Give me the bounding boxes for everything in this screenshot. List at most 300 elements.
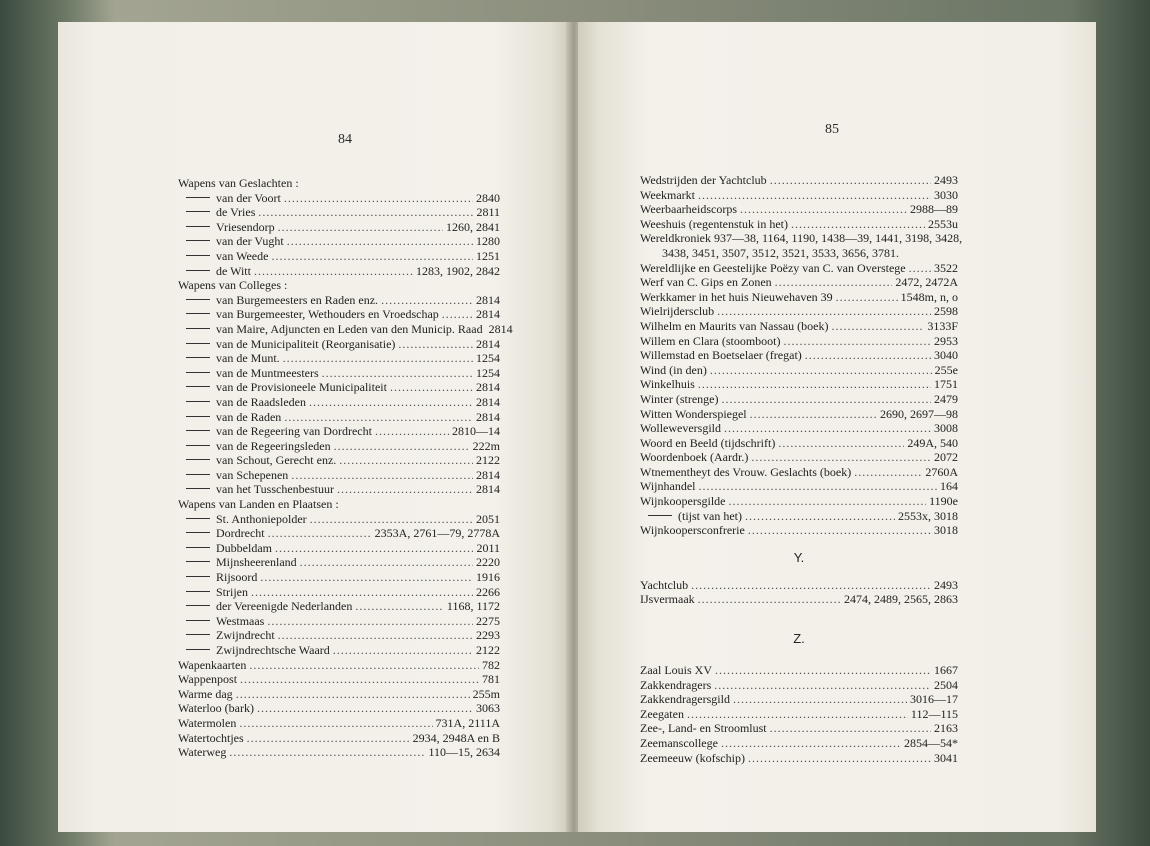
index-entry bbox=[640, 494, 958, 509]
index-subentry bbox=[178, 570, 500, 585]
leader-dots bbox=[750, 407, 877, 422]
index-entry bbox=[178, 658, 500, 673]
index-subentry bbox=[178, 220, 500, 235]
index-entry-label: Woordenboek (Aardr.) bbox=[640, 450, 749, 465]
index-entry-label: Weerbaarheidscorps bbox=[640, 202, 737, 217]
index-entry-label: Mijnsheerenland bbox=[216, 555, 297, 570]
index-entry-reference: 2690, 2697—98 bbox=[880, 406, 958, 421]
index-subentry bbox=[178, 424, 500, 439]
index-entry bbox=[640, 377, 958, 392]
index-entry-reference: 2474, 2489, 2565, 2863 bbox=[844, 592, 958, 607]
index-entry-reference: 2814 bbox=[476, 380, 500, 395]
index-entry bbox=[640, 217, 958, 232]
index-entry-label: Wilhelm en Maurits van Nassau (boek) bbox=[640, 318, 829, 333]
index-entry bbox=[640, 261, 958, 276]
index-entry bbox=[178, 716, 500, 731]
leader-dots bbox=[229, 745, 425, 760]
index-entry-label: van de Raden bbox=[216, 409, 282, 424]
index-entry-reference: 3041 bbox=[934, 750, 958, 765]
leader-dots bbox=[236, 687, 470, 702]
index-subentry bbox=[178, 599, 500, 614]
leader-dots bbox=[733, 692, 907, 707]
leader-dots bbox=[770, 721, 931, 736]
index-entry-reference: 2840 bbox=[476, 190, 500, 205]
index-entry-reference: 2760A bbox=[925, 464, 958, 479]
leader-dots bbox=[740, 202, 907, 217]
right-index-column bbox=[640, 173, 963, 765]
index-subentry bbox=[178, 191, 500, 206]
index-subentry bbox=[178, 249, 500, 264]
index-entry-label: van de Munt. bbox=[216, 351, 280, 366]
leader-dots bbox=[278, 628, 473, 643]
leader-dots bbox=[283, 351, 473, 366]
index-entry-reference: 1254 bbox=[476, 351, 500, 366]
ditto-dash bbox=[186, 649, 210, 650]
ditto-dash bbox=[186, 226, 210, 227]
index-subentry bbox=[178, 205, 500, 220]
index-entry bbox=[640, 736, 958, 751]
index-entry-reference: 2122 bbox=[476, 643, 500, 657]
ditto-dash bbox=[186, 576, 210, 577]
index-subentry bbox=[178, 264, 500, 279]
index-subentry bbox=[178, 643, 500, 658]
ditto-dash bbox=[186, 416, 210, 417]
index-entry-reference: 2353A, 2761—79, 2778A bbox=[374, 526, 500, 541]
leader-dots bbox=[854, 465, 922, 480]
index-subentry bbox=[178, 585, 500, 600]
index-entry-label: IJsvermaak bbox=[640, 592, 695, 607]
leader-dots bbox=[310, 512, 473, 527]
index-entry-label: Strijen bbox=[216, 584, 248, 599]
index-subentry bbox=[178, 628, 500, 643]
index-subentry bbox=[178, 555, 500, 570]
index-entry-reference: 112—115 bbox=[910, 706, 958, 721]
index-entry-label: Zeemeeuw (kofschip) bbox=[640, 750, 745, 765]
index-subentry bbox=[178, 321, 513, 337]
ditto-dash bbox=[186, 430, 210, 431]
index-entry-reference: 2810—14 bbox=[452, 424, 500, 439]
index-entry-reference: 1548m, n, o bbox=[900, 289, 958, 304]
leader-dots bbox=[398, 337, 473, 352]
leader-dots bbox=[355, 599, 444, 614]
ditto-dash bbox=[186, 620, 210, 621]
leader-dots bbox=[770, 173, 931, 188]
index-entry-reference: 2934, 2948A en B bbox=[412, 730, 500, 745]
index-entry-reference: 2266 bbox=[476, 584, 500, 599]
index-entry-reference: 222m bbox=[472, 438, 500, 453]
leader-dots bbox=[710, 363, 932, 378]
index-entry bbox=[178, 701, 500, 716]
index-entry-label: van Schout, Gerecht enz. bbox=[216, 453, 337, 468]
leader-dots bbox=[287, 234, 473, 249]
index-entry-reference: 2988—89 bbox=[910, 202, 958, 217]
leader-dots bbox=[729, 494, 927, 509]
index-entry-reference: 3063 bbox=[476, 701, 500, 716]
index-entry-continuation: 3438, 3451, 3507, 3512, 3521, 3533, 3656, 3781. bbox=[662, 245, 899, 260]
leader-dots bbox=[791, 217, 925, 232]
index-entry bbox=[640, 363, 958, 378]
index-entry bbox=[640, 275, 958, 290]
index-entry-label: van de Muntmeesters bbox=[216, 365, 319, 380]
index-entry bbox=[640, 523, 958, 538]
index-entry-reference: 1168, 1172 bbox=[446, 599, 500, 614]
leader-dots bbox=[254, 264, 413, 279]
index-entry-label: van Maire, Adjuncten en Leden van den Municip. Raad bbox=[216, 321, 483, 336]
ditto-dash bbox=[186, 518, 210, 519]
left-index-column bbox=[178, 176, 513, 760]
index-entry-reference: 1251 bbox=[476, 248, 500, 263]
index-entry-reference: 3040 bbox=[934, 348, 958, 363]
index-entry bbox=[640, 592, 958, 607]
leader-dots bbox=[831, 319, 924, 334]
index-entry-reference: 3522 bbox=[934, 260, 958, 275]
leader-dots bbox=[715, 663, 931, 678]
leader-dots bbox=[249, 658, 479, 673]
index-entry-label: van Schepenen bbox=[216, 467, 289, 482]
leader-dots bbox=[291, 468, 473, 483]
index-entry-reference: 1916 bbox=[476, 570, 500, 585]
index-entry bbox=[640, 707, 958, 722]
ditto-dash bbox=[186, 328, 210, 329]
index-entry-reference: 2814 bbox=[488, 321, 513, 336]
leader-dots bbox=[240, 672, 479, 687]
leader-dots bbox=[691, 578, 931, 593]
ditto-dash bbox=[186, 488, 210, 489]
index-entry-label: Willem en Clara (stoomboot) bbox=[640, 333, 781, 348]
leader-dots bbox=[687, 707, 908, 722]
index-entry-label: Dubbeldam bbox=[216, 540, 272, 555]
index-entry-label: van de Municipaliteit (Reorganisatie) bbox=[216, 336, 396, 351]
index-entry bbox=[640, 334, 958, 349]
ditto-dash bbox=[186, 474, 210, 475]
index-entry bbox=[640, 479, 958, 494]
index-entry-label: Westmaas bbox=[216, 613, 265, 628]
index-entry-label: Dordrecht bbox=[216, 526, 265, 541]
index-subentry bbox=[178, 395, 500, 410]
index-entry-label: Werf van C. Gips en Zonen bbox=[640, 275, 772, 290]
leader-dots bbox=[721, 736, 901, 751]
leader-dots bbox=[258, 205, 473, 220]
index-entry bbox=[178, 672, 500, 687]
index-entry-reference: 249A, 540 bbox=[907, 435, 958, 450]
index-entry bbox=[640, 392, 958, 407]
index-entry-reference: 2220 bbox=[476, 555, 500, 570]
index-entry-reference: 2814 bbox=[476, 394, 500, 409]
index-entry-label: van het Tusschenbestuur bbox=[216, 482, 334, 497]
index-subentry bbox=[178, 482, 500, 497]
section-y bbox=[640, 578, 958, 607]
index-entry-label: Wereldkroniek 937—38, 1164, 1190, 1438—39, 1441, 3198, 3428, bbox=[640, 231, 963, 246]
leader-dots bbox=[260, 570, 473, 585]
ditto-dash bbox=[186, 299, 210, 300]
index-entry-label: Zwijndrechtsche Waard bbox=[216, 643, 330, 657]
index-subentry bbox=[640, 509, 958, 524]
index-entry bbox=[640, 421, 958, 436]
index-entry-label: van de Regeeringsleden bbox=[216, 438, 331, 453]
index-entry-label: der Vereenigde Nederlanden bbox=[216, 599, 353, 614]
index-entry-label: Zee-, Land- en Stroomlust bbox=[640, 721, 767, 736]
index-entry-label: van Weede bbox=[216, 248, 269, 263]
index-entry-reference: 164 bbox=[940, 479, 958, 494]
index-entry bbox=[640, 348, 958, 363]
index-entry bbox=[640, 188, 958, 203]
index-entry-reference: 3016—17 bbox=[910, 692, 958, 707]
index-entry-label: Zeegaten bbox=[640, 706, 684, 721]
index-subentry bbox=[178, 293, 500, 308]
leader-dots bbox=[836, 290, 898, 305]
index-entry bbox=[640, 692, 958, 707]
index-subentry bbox=[178, 380, 500, 395]
ditto-dash bbox=[186, 270, 210, 271]
leader-dots bbox=[267, 614, 473, 629]
index-subentry bbox=[178, 468, 500, 483]
ditto-dash bbox=[186, 561, 210, 562]
leader-dots bbox=[748, 751, 931, 766]
index-entry-label: Waterweg bbox=[178, 745, 227, 760]
index-entry bbox=[640, 450, 958, 465]
section-w bbox=[640, 173, 963, 538]
index-entry-label: Woord en Beeld (tijdschrift) bbox=[640, 435, 776, 450]
index-subentry bbox=[178, 234, 500, 249]
index-entry-reference: 110—15, 2634 bbox=[428, 745, 500, 760]
index-entry-label: van de Provisioneele Municipaliteit bbox=[216, 380, 387, 395]
ditto-dash bbox=[186, 240, 210, 241]
index-entry-label: van der Voort bbox=[216, 190, 281, 205]
index-entry bbox=[640, 407, 958, 422]
index-entry-reference: 2953 bbox=[934, 333, 958, 348]
index-entry-reference: 255m bbox=[472, 686, 500, 701]
index-entry-label: Weeshuis (regentenstuk in het) bbox=[640, 216, 788, 231]
index-entry-reference: 2472, 2472A bbox=[895, 275, 958, 290]
ditto-dash bbox=[186, 211, 210, 212]
ditto-dash bbox=[186, 591, 210, 592]
leader-dots bbox=[375, 424, 449, 439]
index-entry-label: van Burgemeesters en Raden enz. bbox=[216, 292, 379, 307]
index-entry-reference: 2479 bbox=[934, 391, 958, 406]
leader-dots bbox=[284, 191, 473, 206]
leader-dots bbox=[251, 585, 473, 600]
index-entry-reference: 2493 bbox=[934, 173, 958, 187]
index-subentry bbox=[178, 351, 500, 366]
index-subentry bbox=[178, 439, 500, 454]
index-entry-label: Wedstrijden der Yachtclub bbox=[640, 173, 767, 187]
index-entry-reference: 731A, 2111A bbox=[435, 715, 500, 730]
index-entry-reference: 3133F bbox=[927, 318, 958, 333]
index-entry-reference: 2814 bbox=[476, 467, 500, 482]
leader-dots bbox=[337, 482, 473, 497]
index-subentry bbox=[178, 337, 500, 352]
leader-dots bbox=[775, 275, 893, 290]
index-entry-label: Willemstad en Boetselaer (fregat) bbox=[640, 348, 802, 363]
leader-dots bbox=[278, 220, 443, 235]
leader-dots bbox=[333, 643, 473, 658]
ditto-dash bbox=[186, 313, 210, 314]
index-entry-label: Zakkendragersgild bbox=[640, 692, 730, 707]
leader-dots bbox=[698, 188, 931, 203]
ditto-dash bbox=[186, 343, 210, 344]
index-entry bbox=[640, 436, 958, 451]
index-entry-reference: 2814 bbox=[476, 482, 500, 497]
ditto-dash bbox=[186, 532, 210, 533]
index-subentry bbox=[178, 614, 500, 629]
left-page bbox=[58, 22, 570, 832]
leader-dots bbox=[699, 479, 938, 494]
leader-dots bbox=[698, 377, 931, 392]
leader-dots bbox=[271, 249, 473, 264]
leader-dots bbox=[698, 592, 841, 607]
ditto-dash bbox=[186, 605, 210, 606]
index-entry-label: Zaal Louis XV bbox=[640, 663, 712, 678]
leader-dots bbox=[322, 366, 473, 381]
leader-dots bbox=[275, 541, 473, 556]
ditto-dash bbox=[186, 634, 210, 635]
index-entry-label: Wtnementheyt des Vrouw. Geslachts (boek) bbox=[640, 464, 852, 479]
index-entry-reference: 1254 bbox=[476, 365, 500, 380]
index-entry-label: Wappenpost bbox=[178, 672, 238, 687]
index-entry-label: Winter (strenge) bbox=[640, 391, 719, 406]
index-entry-label: St. Anthoniepolder bbox=[216, 511, 307, 526]
index-entry-reference: 2814 bbox=[476, 409, 500, 424]
ditto-dash bbox=[186, 547, 210, 548]
index-subentry bbox=[178, 526, 500, 541]
section-letter-z: Z. bbox=[793, 631, 805, 647]
leader-dots bbox=[390, 380, 473, 395]
index-entry bbox=[640, 173, 958, 188]
ditto-dash bbox=[186, 255, 210, 256]
leader-dots bbox=[300, 555, 473, 570]
index-entry-reference: 1280 bbox=[476, 234, 500, 249]
index-entry-reference: 2854—54* bbox=[904, 736, 958, 750]
index-entry-label: (tijst van het) bbox=[678, 508, 742, 523]
index-entry-reference: 1667 bbox=[934, 663, 958, 678]
leader-dots bbox=[714, 678, 931, 693]
leader-dots bbox=[724, 421, 931, 436]
leader-dots bbox=[717, 304, 931, 319]
index-subentry bbox=[178, 410, 500, 425]
leader-dots bbox=[778, 436, 904, 451]
leader-dots bbox=[268, 526, 372, 541]
index-entry-reference: 2051 bbox=[476, 511, 500, 526]
index-entry-reference: 2072 bbox=[934, 450, 958, 465]
index-entry-label: Wijnkoopersgilde bbox=[640, 494, 726, 509]
index-entry-label: Weekmarkt bbox=[640, 187, 696, 202]
index-entry-label: Zakkendragers bbox=[640, 677, 712, 692]
index-entry-reference: 2275 bbox=[476, 613, 500, 628]
index-entry-reference: 2493 bbox=[934, 577, 958, 592]
index-entry-reference: 3018 bbox=[934, 523, 958, 538]
leader-dots bbox=[721, 392, 931, 407]
index-entry-reference: 2011 bbox=[476, 540, 500, 555]
ditto-dash bbox=[186, 445, 210, 446]
leader-dots bbox=[745, 509, 895, 524]
index-entry-label: van der Vught bbox=[216, 234, 284, 249]
index-entry-reference: 2553x, 3018 bbox=[898, 508, 958, 523]
index-entry-label: Zwijndrecht bbox=[216, 628, 275, 643]
index-entry-reference: 2122 bbox=[476, 453, 500, 468]
left-page-number: 84 bbox=[338, 132, 352, 147]
ditto-dash bbox=[186, 357, 210, 358]
index-entry bbox=[640, 202, 958, 217]
index-group-heading: Wapens van Colleges : bbox=[178, 278, 288, 293]
leader-dots bbox=[309, 395, 473, 410]
index-entry bbox=[178, 731, 500, 746]
index-entry-reference: 2293 bbox=[476, 628, 500, 643]
right-page-number: 85 bbox=[825, 122, 839, 137]
section-z bbox=[640, 663, 958, 765]
index-entry-reference: 255e bbox=[934, 362, 958, 377]
leader-dots bbox=[805, 348, 931, 363]
ditto-dash bbox=[186, 197, 210, 198]
index-entry-label: Watermolen bbox=[178, 715, 237, 730]
index-entry bbox=[640, 319, 958, 334]
index-entry bbox=[178, 687, 500, 702]
index-entry-label: Vriesendorp bbox=[216, 219, 275, 234]
index-entry-label: Winkelhuis bbox=[640, 377, 695, 392]
index-entry-reference: 1190e bbox=[929, 494, 958, 509]
index-subentry bbox=[178, 307, 500, 322]
leader-dots bbox=[783, 334, 931, 349]
index-entry-label: van de Regeering van Dordrecht bbox=[216, 424, 372, 439]
section-letter-y: Y. bbox=[793, 549, 805, 565]
index-entry-reference: 2814 bbox=[476, 336, 500, 351]
index-subentry bbox=[178, 512, 500, 527]
leader-dots bbox=[748, 523, 931, 538]
index-group-heading: Wapens van Geslachten : bbox=[178, 176, 299, 190]
index-entry bbox=[640, 304, 958, 319]
index-entry-label: Yachtclub bbox=[640, 577, 689, 592]
index-entry-label: Wijnkoopersconfrerie bbox=[640, 523, 745, 538]
index-entry-reference: 2814 bbox=[476, 292, 500, 307]
leader-dots bbox=[339, 453, 473, 468]
leader-dots bbox=[909, 261, 931, 276]
index-entry-reference: 2811 bbox=[476, 205, 500, 220]
index-entry-label: van de Raadsleden bbox=[216, 394, 306, 409]
index-subentry bbox=[178, 453, 500, 468]
index-entry-reference: 3030 bbox=[934, 187, 958, 202]
index-entry bbox=[178, 745, 500, 760]
leader-dots bbox=[334, 439, 470, 454]
index-entry-label: Watertochtjes bbox=[178, 730, 244, 745]
index-entry bbox=[640, 678, 958, 693]
index-entry bbox=[640, 465, 958, 480]
leader-dots bbox=[751, 450, 931, 465]
index-entry-label: Zeemanscollege bbox=[640, 736, 718, 750]
ditto-dash bbox=[186, 372, 210, 373]
index-entry-label: de Vries bbox=[216, 205, 256, 220]
leader-dots bbox=[381, 293, 473, 308]
index-entry-reference: 3008 bbox=[934, 421, 958, 436]
index-entry-label: Wind (in den) bbox=[640, 362, 707, 377]
index-entry-label: Wijnhandel bbox=[640, 479, 696, 494]
index-entry-reference: 2163 bbox=[934, 721, 958, 736]
leader-dots bbox=[247, 731, 410, 746]
index-entry-reference: 2504 bbox=[934, 677, 958, 692]
index-entry bbox=[640, 578, 958, 593]
ditto-dash bbox=[186, 386, 210, 387]
leader-dots bbox=[284, 410, 473, 425]
index-entry-label: Wapenkaarten bbox=[178, 657, 247, 672]
ditto-dash bbox=[648, 515, 672, 516]
index-subentry bbox=[178, 366, 500, 381]
right-page bbox=[578, 22, 1096, 832]
index-group-heading: Wapens van Landen en Plaatsen : bbox=[178, 497, 339, 512]
index-entry-reference: 781 bbox=[482, 672, 500, 687]
leader-dots bbox=[442, 307, 473, 322]
ditto-dash bbox=[186, 459, 210, 460]
index-entry-label: Warme dag bbox=[178, 686, 233, 701]
index-entry-reference: 1283, 1902, 2842 bbox=[416, 263, 500, 278]
leader-dots bbox=[239, 716, 432, 731]
